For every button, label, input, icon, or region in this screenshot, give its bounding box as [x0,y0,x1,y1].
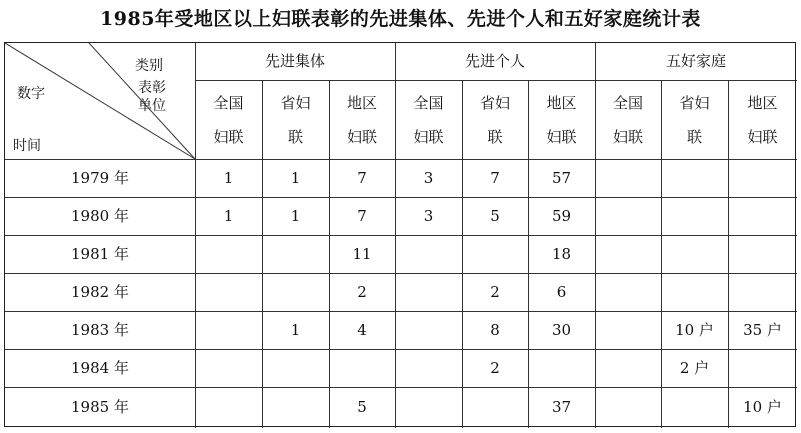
table-cell: 57 [551,168,572,187]
table-cell [395,311,462,349]
table-cell [195,273,262,311]
table-cell [262,235,329,273]
sub-header: 全国妇联 [413,93,444,146]
table-cell [661,235,728,273]
table-cell: 7 [490,168,500,187]
table-cell: 2 [490,282,500,301]
table-cell [462,235,528,273]
row-year: 1982 年 [71,282,129,301]
table-cell [595,235,661,273]
table-cell [661,387,728,428]
table-cell [395,349,462,387]
sub-header: 省妇联 [679,93,710,146]
row-year: 1983 年 [71,320,129,339]
table-cell: 5 [490,206,500,225]
table-cell: 59 [551,206,572,225]
table-cell: 7 [357,168,367,187]
table-cell [195,349,262,387]
statistics-table [4,42,796,427]
table-cell: 1 [290,320,301,339]
table-cell [329,349,395,387]
table-cell [728,349,797,387]
table-cell: 10 户 [675,320,714,339]
table-cell [595,273,661,311]
table-cell [262,387,329,428]
table-cell: 1 [223,168,234,187]
table-cell: 7 [357,206,367,225]
table-cell: 10 户 [743,398,782,417]
table-cell [661,197,728,235]
table-cell: 1 [290,206,301,225]
table-cell [595,387,661,428]
table-cell: 6 [556,282,567,301]
table-cell: 5 [357,398,367,417]
table-cell: 3 [423,168,434,187]
table-cell [395,387,462,428]
row-year: 1981 年 [71,244,129,263]
table-cell: 2 户 [679,358,710,377]
table-cell: 37 [551,398,572,417]
corner-category-label: 类别 [135,58,163,74]
table-cell: 35 户 [743,320,782,339]
sub-header: 省妇联 [479,93,510,146]
table-cell [728,197,797,235]
table-cell [661,273,728,311]
table-cell [195,387,262,428]
group-header: 五好家庭 [665,52,726,71]
table-cell: 2 [357,282,367,301]
table-cell [195,235,262,273]
group-header: 先进个人 [464,52,525,71]
table-cell: 4 [357,320,367,339]
table-cell [595,349,661,387]
table-cell [528,349,595,387]
table-cell: 30 [551,320,572,339]
table-cell [728,273,797,311]
sub-header: 地区妇联 [747,93,778,146]
table-cell [395,273,462,311]
table-cell: 11 [352,244,372,263]
row-year: 1985 年 [71,398,129,417]
table-cell [462,387,528,428]
sub-header: 全国妇联 [213,93,244,146]
table-cell: 8 [490,320,500,339]
sub-header: 全国妇联 [612,93,643,146]
sub-header: 省妇联 [280,93,311,146]
table-cell [728,235,797,273]
group-header: 先进集体 [264,52,325,71]
corner-numbers-label: 数字 [17,86,45,102]
table-cell [595,197,661,235]
row-year: 1979 年 [71,168,129,187]
corner-commend-unit-label: 表彰单位 [138,80,166,114]
row-year: 1980 年 [71,206,129,225]
table-cell [262,273,329,311]
table-cell: 2 [490,358,500,377]
table-cell [262,349,329,387]
sub-header: 地区妇联 [546,93,577,146]
table-cell: 18 [551,244,572,263]
table-cell [661,159,728,197]
table-cell [728,159,797,197]
row-year: 1984 年 [71,358,129,377]
table-cell [195,311,262,349]
table-cell [595,159,661,197]
table-cell [595,311,661,349]
table-title: 1985年受地区以上妇联表彰的先进集体、先进个人和五好家庭统计表 [100,8,701,30]
table-cell: 3 [423,206,434,225]
table-cell [395,235,462,273]
table-cell: 1 [290,168,301,187]
sub-header: 地区妇联 [346,93,377,146]
corner-time-label: 时间 [13,138,41,154]
table-cell: 1 [223,206,234,225]
